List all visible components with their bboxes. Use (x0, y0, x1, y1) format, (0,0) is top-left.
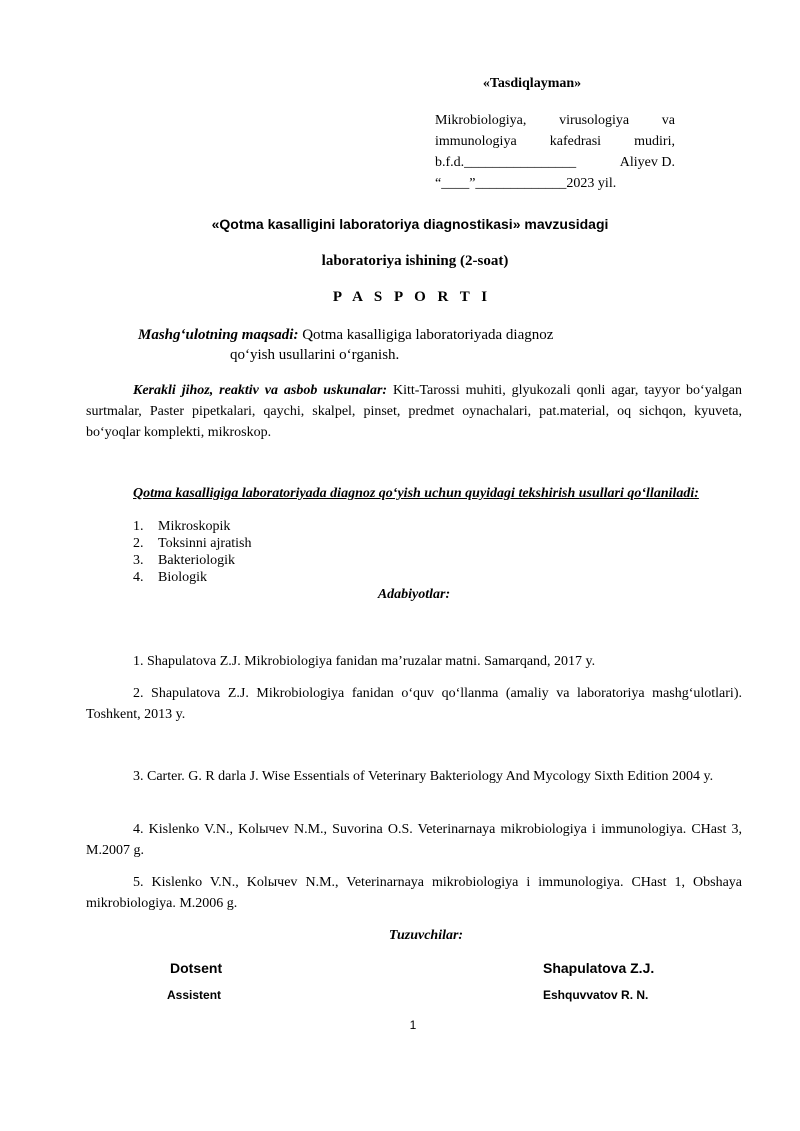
topic-subtitle: laboratoriya ishining (2-soat) (321, 253, 509, 269)
approval-word: mudiri, (634, 134, 675, 149)
reference-text: 1. Shapulatova Z.J. Mikrobiologiya fanidan ma’ruzalar matni. Samarqand, 2017 y. (133, 654, 596, 669)
list-number: 3. (133, 553, 144, 568)
lesson-goal (138, 325, 658, 365)
approval-word: virusologiya (559, 113, 630, 128)
list-number: 1. (133, 519, 144, 534)
topic-title: «Qotma kasalligini laboratoriya diagnostikasi» mavzusidagi (211, 216, 609, 232)
reference-text: 3. Carter. G. R darla J. Wise Essentials of Veterinary Bakteriology And Mycology Sixth Edition 2004 y. (133, 769, 714, 784)
approval-word: immunologiya (435, 134, 517, 149)
author-role: Assistent (167, 988, 222, 1002)
approval-line-2 (435, 131, 675, 152)
approval-word: Mikrobiologiya, (435, 113, 527, 128)
list-item (133, 518, 252, 535)
goal-text-1: Qotma kasalligiga laboratoriyada diagnoz (302, 327, 554, 343)
approval-word: va (661, 113, 675, 128)
document-title: P A S P O R T I (332, 289, 492, 305)
equipment-text: Kitt-Tarossi muhiti, glyukozali qonli agar, tayyor bo‘yalgan surtmalar, Paster pipetkalari, qaychi, skalpel, pinset, predmet oynachalari, pat.material, oq sichqon, kyuveta, bo‘yoqlar komplekti, mikroskop. (86, 383, 743, 440)
reference-text: 2. Shapulatova Z.J. Mikrobiologiya fanidan o‘quv qo‘llanma (amaliy va laboratoriya mashg‘ulotlari). Toshkent, 2013 y. (86, 686, 742, 722)
list-item (133, 535, 252, 552)
author-name: Shapulatova Z.J. (543, 960, 655, 976)
goal-label: Mashg‘ulotning maqsadi: (138, 327, 299, 343)
approval-title: «Tasdiqlayman» (482, 76, 582, 91)
reference-text: 4. Kislenko V.N., Kolычev N.M., Suvorina O.S. Veterinarnaya mikrobiologiya i immunologiya. CHast 3, M.2007 g. (86, 822, 742, 858)
list-label: Bakteriologik (158, 553, 235, 568)
reference-item (86, 872, 742, 914)
reference-item (86, 766, 742, 787)
approval-line-1 (435, 110, 675, 131)
approval-block (435, 110, 675, 194)
list-label: Mikroskopik (158, 519, 231, 534)
reference-item (86, 651, 742, 672)
equipment-label: Kerakli jihoz, reaktiv va asbob uskunalar: (133, 383, 388, 398)
list-label: Toksinni ajratish (158, 536, 252, 551)
reference-item (86, 683, 742, 725)
list-item (133, 552, 252, 569)
methods-list (133, 518, 252, 586)
reference-item (86, 819, 742, 861)
approval-word: kafedrasi (549, 134, 602, 149)
list-number: 4. (133, 570, 144, 585)
goal-text-2: qo‘yish usullarini o‘rganish. (230, 347, 400, 363)
approval-date-line: “____”_____________2023 yil. (435, 176, 617, 191)
approval-degree-line: b.f.d.________________ (435, 155, 577, 170)
reference-text: 5. Kislenko V.N., Kolычev N.M., Veterinarnaya mikrobiologiya i immunologiya. CHast 1, Obshaya mikrobiologiya. M.2006 g. (86, 875, 742, 911)
approval-head-name: Aliyev D. (619, 155, 675, 170)
author-name: Eshquvvatov R. N. (543, 988, 649, 1002)
authors-title: Tuzuvchilar: (388, 928, 464, 943)
approval-line-3 (435, 152, 675, 173)
author-role: Dotsent (170, 960, 223, 976)
equipment-paragraph (86, 380, 742, 443)
list-item (133, 569, 252, 586)
list-number: 2. (133, 536, 144, 551)
references-title: Adabiyotlar: (377, 587, 451, 602)
goal-line-1 (138, 325, 658, 345)
list-label: Biologik (158, 570, 208, 585)
methods-heading: Qotma kasalligiga laboratoriyada diagnoz qo‘yish uchun quyidagi tekshirish usullari qo‘llaniladi: (133, 486, 699, 501)
page-number: 1 (409, 1018, 417, 1032)
